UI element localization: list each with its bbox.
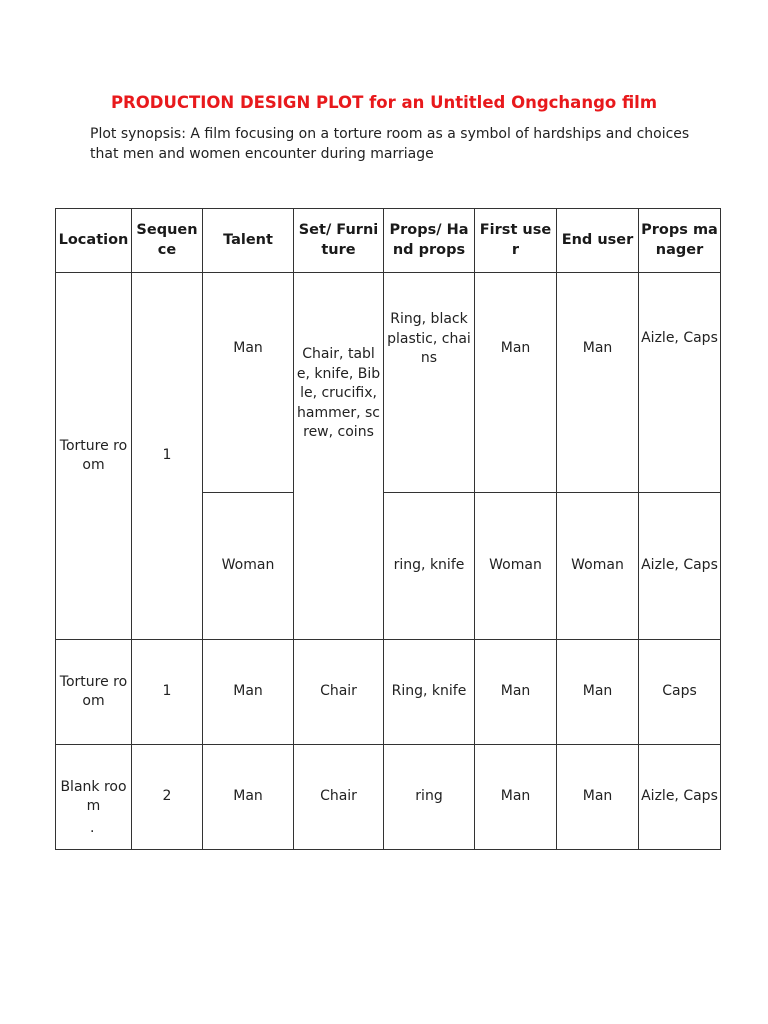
cell-end-user: Woman [557, 493, 639, 640]
cell-first-user: Man [475, 640, 557, 745]
cell-props-manager: Aizle, Caps [639, 493, 721, 640]
cell-set-furniture: Chair [294, 640, 384, 745]
cell-sequence: 2 [132, 745, 203, 850]
table-header-row [56, 209, 721, 273]
cell-set-furniture: Chair [294, 745, 384, 850]
cell-props-manager: Aizle, Caps [639, 273, 721, 493]
cell-props-manager: Aizle, Caps [639, 745, 721, 850]
cell-props: ring [384, 745, 475, 850]
cell-set-furniture: Chair, table, knife, Bible, crucifix, hammer, screw, coins [294, 273, 384, 640]
plot-synopsis: Plot synopsis: A film focusing on a torture room as a symbol of hardships and choices that men and women encounter during marriage [90, 126, 690, 162]
cell-end-user: Man [557, 273, 639, 493]
header-set-furniture: Set/ Furniture [294, 209, 384, 273]
cell-first-user: Man [475, 745, 557, 850]
page-title: PRODUCTION DESIGN PLOT for an Untitled Ongchango film [110, 93, 658, 112]
cell-props: Ring, black plastic, chains [384, 273, 475, 493]
cell-talent: Woman [203, 493, 294, 640]
cell-props-manager: Caps [639, 640, 721, 745]
cell-location: Torture room [56, 273, 132, 640]
cell-talent: Man [203, 273, 294, 493]
cell-first-user: Man [475, 273, 557, 493]
cell-location: Blank room [56, 745, 132, 850]
production-design-table [55, 208, 721, 850]
table-row [56, 640, 721, 745]
header-props-manager: Props manager [639, 209, 721, 273]
cell-location: Torture room [56, 640, 132, 745]
cell-talent: Man [203, 640, 294, 745]
cell-props: Ring, knife [384, 640, 475, 745]
header-location: Location [56, 209, 132, 273]
header-talent: Talent [203, 209, 294, 273]
table-row [56, 745, 721, 850]
cell-end-user: Man [557, 640, 639, 745]
cell-sequence: 1 [132, 273, 203, 640]
cell-sequence: 1 [132, 640, 203, 745]
header-props: Props/ Hand props [384, 209, 475, 273]
header-sequence: Sequence [132, 209, 203, 273]
table-row [56, 273, 721, 493]
cell-props: ring, knife [384, 493, 475, 640]
header-first-user: First user [475, 209, 557, 273]
header-end-user: End user [557, 209, 639, 273]
trailing-period: . [90, 820, 95, 836]
cell-end-user: Man [557, 745, 639, 850]
cell-talent: Man [203, 745, 294, 850]
cell-first-user: Woman [475, 493, 557, 640]
